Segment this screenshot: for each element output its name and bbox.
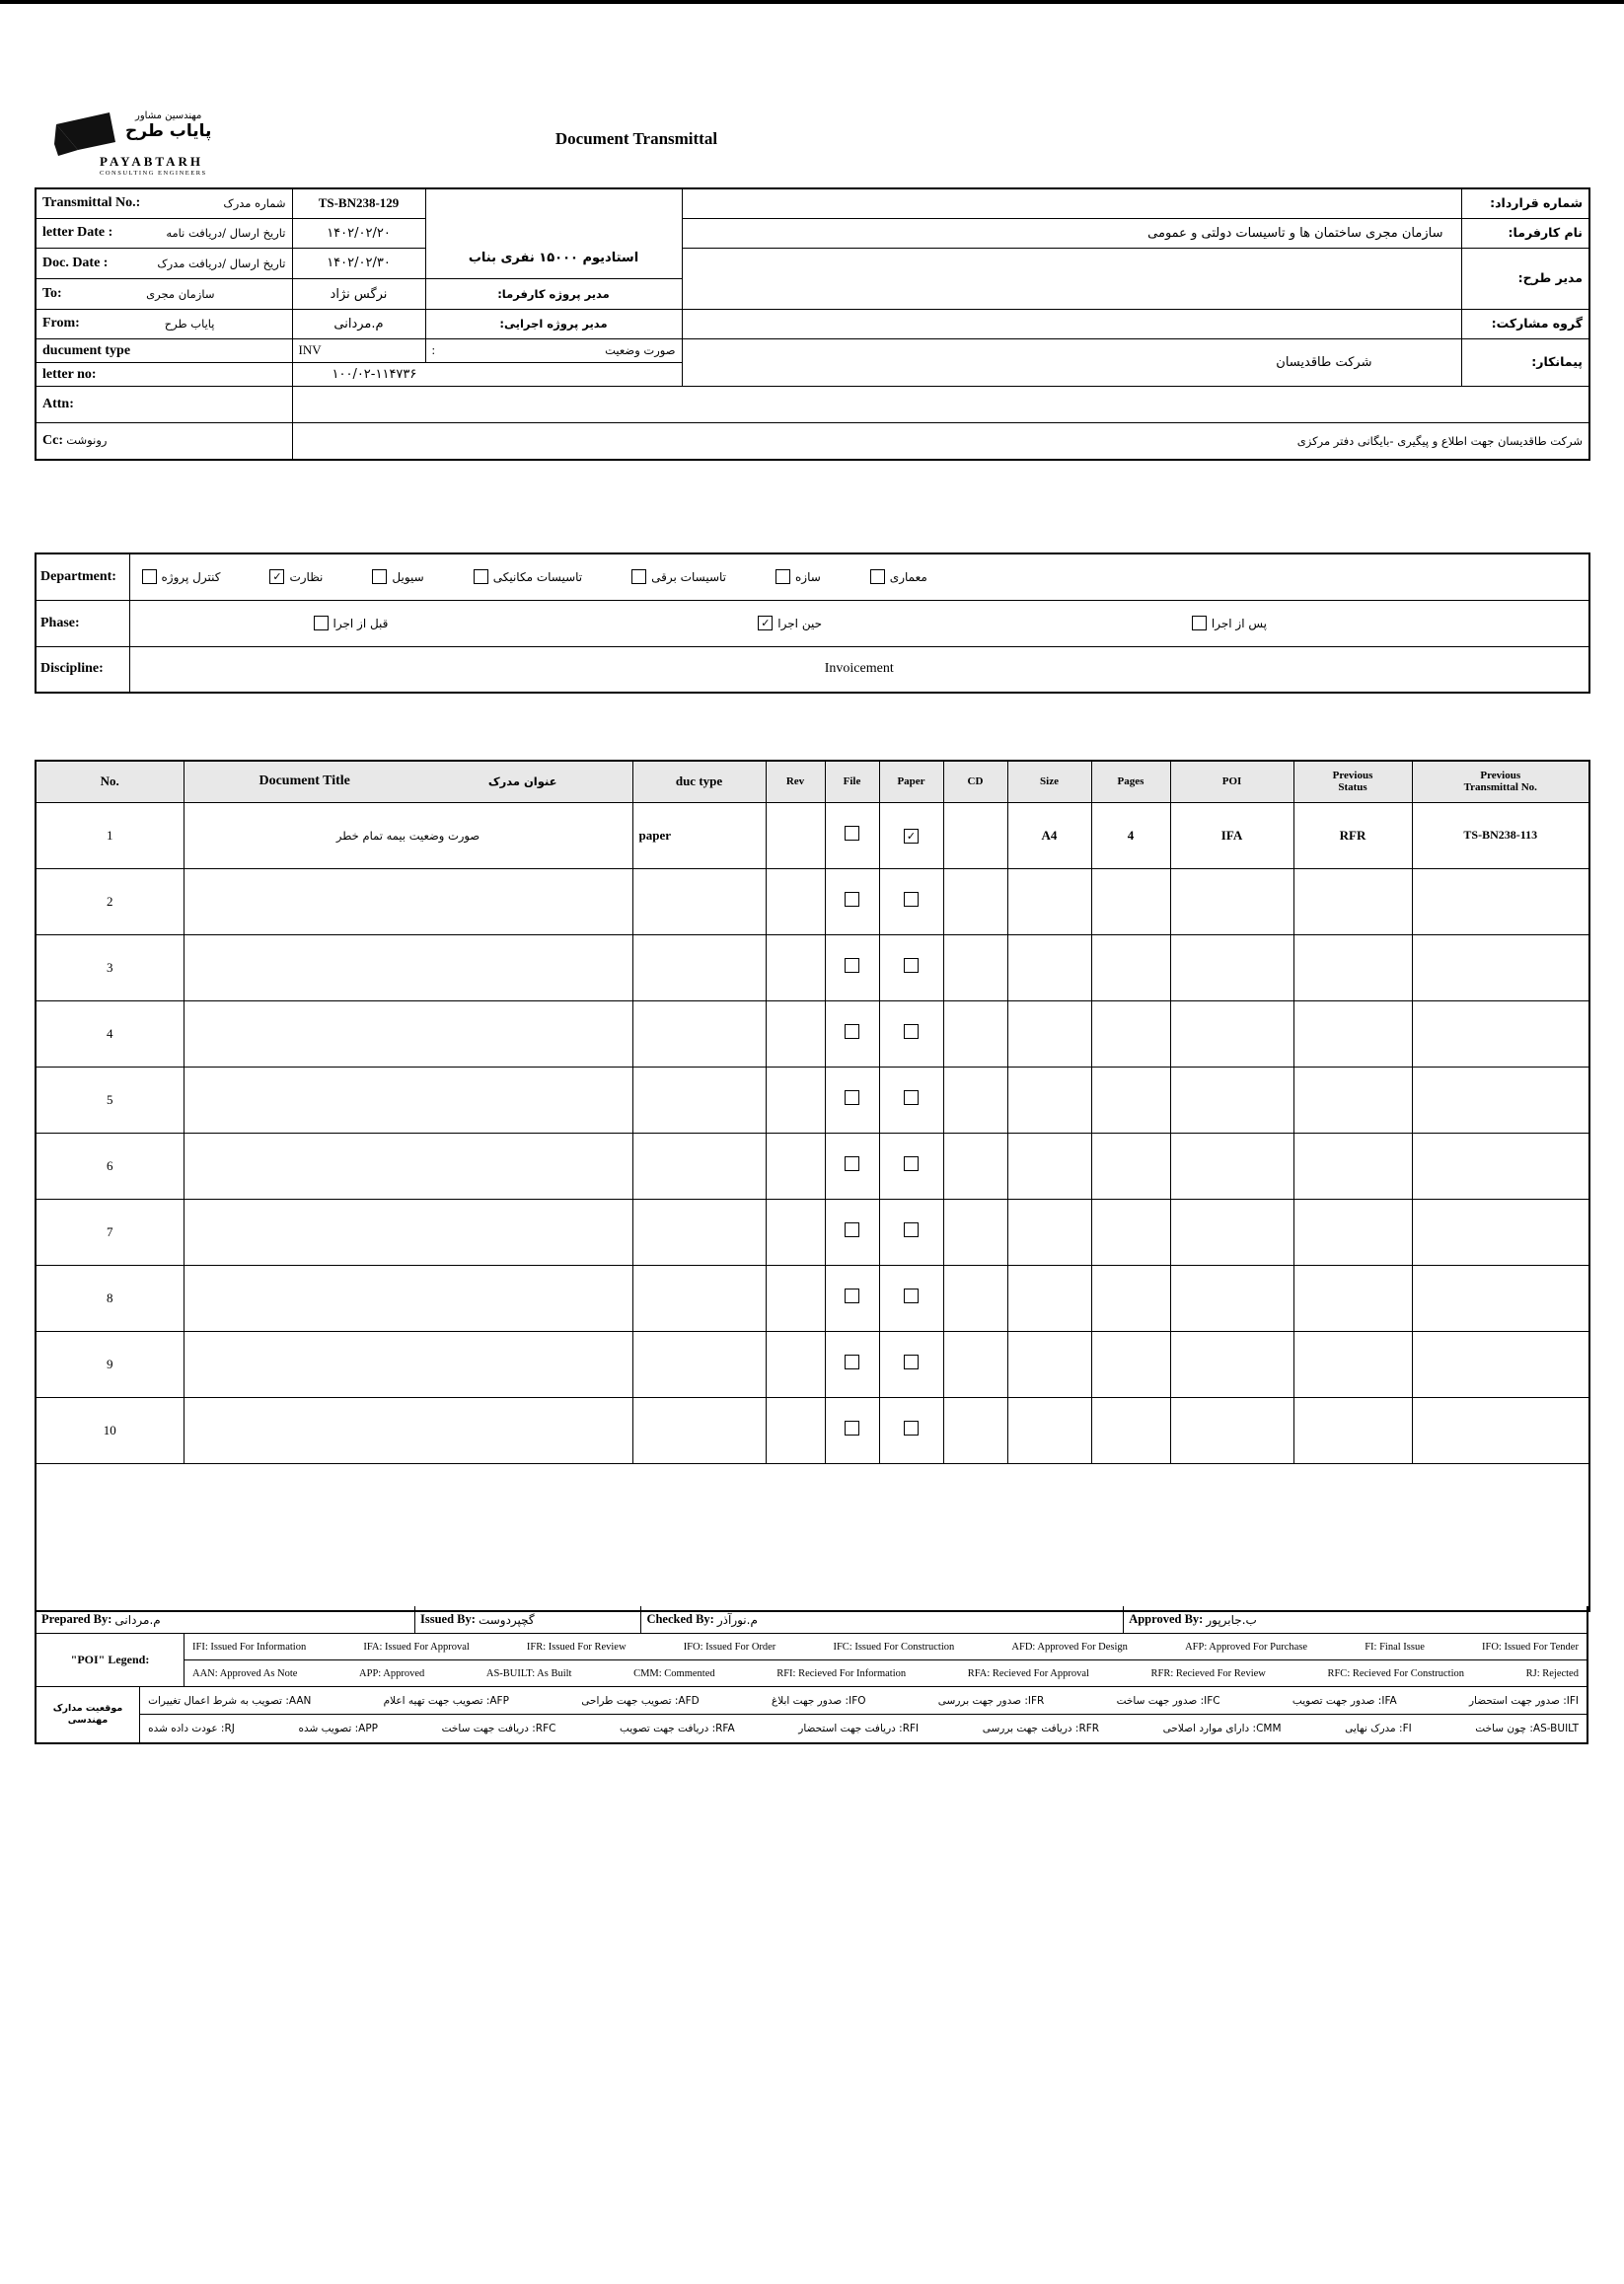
legend-item: RFA: دریافت جهت تصویب bbox=[620, 1723, 735, 1734]
cell-paper bbox=[879, 1133, 943, 1199]
legend-item: RFR: Recieved For Review bbox=[1150, 1667, 1266, 1679]
doc-date-label: Doc. Date : تاریخ ارسال /دریافت مدرک bbox=[36, 248, 292, 278]
cell-size bbox=[1007, 1000, 1091, 1067]
cell-pages bbox=[1091, 1397, 1170, 1463]
cell-file bbox=[825, 1133, 879, 1199]
cell-cd bbox=[943, 1199, 1007, 1265]
cell-poi bbox=[1170, 934, 1293, 1000]
to-label: To: سازمان مجری bbox=[36, 278, 292, 309]
cell-prev-status bbox=[1293, 1199, 1412, 1265]
contract-no-value bbox=[682, 188, 1461, 218]
cell-file bbox=[825, 868, 879, 934]
cell-cd bbox=[943, 1000, 1007, 1067]
cell-pages: 4 bbox=[1091, 802, 1170, 868]
legend-item: RFR: دریافت جهت بررسی bbox=[982, 1723, 1100, 1734]
executive-pm-value: م.مردانی bbox=[292, 309, 425, 338]
paper-checkbox[interactable] bbox=[904, 1289, 919, 1303]
partnership-label: گروه مشارکت: bbox=[1461, 309, 1589, 338]
cell-duc-type bbox=[632, 1000, 766, 1067]
document-type-label: ducument type bbox=[36, 338, 292, 362]
legend-item: RFI: دریافت جهت استحضار bbox=[798, 1723, 920, 1734]
cell-no: 4 bbox=[36, 1000, 184, 1067]
cell-duc-type bbox=[632, 1133, 766, 1199]
fa-legend-label: موقعیت مدارک مهندسی bbox=[37, 1687, 140, 1742]
partnership-value bbox=[682, 309, 1461, 338]
paper-checkbox[interactable] bbox=[904, 1090, 919, 1105]
poi-legend-line-1 bbox=[185, 1634, 1587, 1660]
dept-item-project-control: کنترل پروژه bbox=[142, 569, 221, 584]
cell-size bbox=[1007, 934, 1091, 1000]
cell-rev bbox=[766, 1133, 825, 1199]
cell-paper bbox=[879, 868, 943, 934]
checkbox-electrical-facilities[interactable] bbox=[631, 569, 646, 584]
cell-rev bbox=[766, 1067, 825, 1133]
table-row bbox=[36, 802, 1589, 868]
legend-item: IFO: Issued For Tender bbox=[1482, 1641, 1579, 1653]
cell-poi bbox=[1170, 1133, 1293, 1199]
contract-no-label: شماره قرارداد: bbox=[1461, 188, 1589, 218]
design-manager-label: مدیر طرح: bbox=[1461, 248, 1589, 309]
cell-no: 1 bbox=[36, 802, 184, 868]
cell-poi bbox=[1170, 1199, 1293, 1265]
cell-prev-transmittal bbox=[1412, 1133, 1589, 1199]
legend-item: CMM: دارای موارد اصلاحی bbox=[1162, 1723, 1282, 1734]
checkbox-mechanical-facilities[interactable] bbox=[474, 569, 488, 584]
file-checkbox[interactable] bbox=[845, 1289, 859, 1303]
cell-no: 8 bbox=[36, 1265, 184, 1331]
fa-legend-row bbox=[37, 1687, 1587, 1742]
dept-item-architecture: معماری bbox=[870, 569, 927, 584]
cell-size bbox=[1007, 1265, 1091, 1331]
from-label: From: پایاب طرح bbox=[36, 309, 292, 338]
table-row bbox=[36, 868, 1589, 934]
cell-prev-transmittal: TS-BN238-113 bbox=[1412, 802, 1589, 868]
cell-rev bbox=[766, 868, 825, 934]
legend-item: FI: Final Issue bbox=[1365, 1641, 1425, 1653]
legend-item: RFC: Recieved For Construction bbox=[1327, 1667, 1465, 1679]
cell-pages bbox=[1091, 1133, 1170, 1199]
cell-title bbox=[184, 868, 632, 934]
paper-checkbox[interactable] bbox=[904, 892, 919, 907]
checkbox-civil[interactable] bbox=[372, 569, 387, 584]
phase-item-during: ✓ حین اجرا bbox=[758, 616, 822, 630]
client-pm-value: نرگس نژاد bbox=[292, 278, 425, 309]
cell-poi: IFA bbox=[1170, 802, 1293, 868]
cell-rev bbox=[766, 1331, 825, 1397]
cell-title bbox=[184, 1199, 632, 1265]
client-pm-label: مدیر پروژه کارفرما: bbox=[425, 278, 682, 309]
table-row bbox=[36, 1199, 1589, 1265]
status-report-label: : صورت وضعیت bbox=[425, 338, 682, 362]
cell-duc-type bbox=[632, 1067, 766, 1133]
checkbox-after-execution[interactable] bbox=[1192, 616, 1207, 630]
checkbox-before-execution[interactable] bbox=[314, 616, 329, 630]
legend-item: AFP: Approved For Purchase bbox=[1185, 1641, 1308, 1653]
checkbox-supervision[interactable] bbox=[269, 569, 284, 584]
table-row bbox=[36, 1067, 1589, 1133]
legend-item: FI: مدرک نهایی bbox=[1345, 1723, 1412, 1734]
client-label: نام کارفرما: bbox=[1461, 218, 1589, 248]
cell-file bbox=[825, 802, 879, 868]
phase-item-before: قبل از اجرا bbox=[314, 616, 389, 630]
logo-company-name-fa: پایاب طرح bbox=[125, 121, 212, 141]
cell-rev bbox=[766, 802, 825, 868]
approved-by-cell: Approved By: ب.جابرپور bbox=[1129, 1612, 1257, 1627]
document-type-value: INV bbox=[292, 338, 425, 362]
cell-cd bbox=[943, 1133, 1007, 1199]
legend-item: IFR: Issued For Review bbox=[526, 1641, 627, 1653]
legend-item: CMM: Commented bbox=[633, 1667, 715, 1679]
paper-checkbox[interactable] bbox=[904, 829, 919, 844]
cell-pages bbox=[1091, 1000, 1170, 1067]
cell-file bbox=[825, 1265, 879, 1331]
cell-pages bbox=[1091, 1067, 1170, 1133]
cell-no: 6 bbox=[36, 1133, 184, 1199]
legend-item: APP: Approved bbox=[359, 1667, 425, 1679]
cell-pages bbox=[1091, 934, 1170, 1000]
prepared-by-cell: Prepared By: م.مردانی bbox=[37, 1606, 415, 1633]
cell-no: 3 bbox=[36, 934, 184, 1000]
cell-prev-transmittal bbox=[1412, 868, 1589, 934]
discipline-label: Discipline: bbox=[36, 646, 129, 693]
attn-value bbox=[292, 386, 1589, 422]
cell-cd bbox=[943, 934, 1007, 1000]
cc-label: Cc: رونوشت bbox=[36, 422, 292, 460]
header-table bbox=[35, 187, 1590, 461]
dept-item-electrical: تاسیسات برقی bbox=[631, 569, 726, 584]
logo-mark-icon bbox=[54, 111, 117, 158]
cell-file bbox=[825, 934, 879, 1000]
document-table-header bbox=[36, 761, 1589, 802]
cell-duc-type: paper bbox=[632, 802, 766, 868]
paper-checkbox[interactable] bbox=[904, 1024, 919, 1039]
dept-item-mechanical: تاسیسات مکانیکی bbox=[474, 569, 582, 584]
legend-item: IFI: صدور جهت استحضار bbox=[1468, 1694, 1579, 1707]
cell-paper bbox=[879, 802, 943, 868]
legend-item: IFI: Issued For Information bbox=[192, 1641, 307, 1653]
design-manager-value bbox=[682, 248, 1461, 309]
cell-paper bbox=[879, 1067, 943, 1133]
col-header-duc-type: duc type bbox=[632, 761, 766, 802]
cell-prev-status bbox=[1293, 1067, 1412, 1133]
legend-item: RFC: دریافت جهت ساخت bbox=[441, 1723, 556, 1734]
cell-rev bbox=[766, 1199, 825, 1265]
legend-item: AAN: Approved As Note bbox=[192, 1667, 298, 1679]
legend-item: AAN: تصویب به شرط اعمال تغییرات bbox=[148, 1694, 312, 1707]
col-header-no: No. bbox=[36, 761, 184, 802]
signoff-row bbox=[37, 1606, 1587, 1634]
cell-file bbox=[825, 1199, 879, 1265]
issued-by-cell: Issued By: گچپردوست bbox=[415, 1606, 641, 1633]
cell-file bbox=[825, 1000, 879, 1067]
cell-poi bbox=[1170, 1265, 1293, 1331]
cell-prev-status bbox=[1293, 1265, 1412, 1331]
transmittal-no-label: Transmittal No.: شماره مدرک bbox=[36, 188, 292, 218]
col-header-prev-status: Previous Status bbox=[1293, 761, 1412, 802]
legend-item: IFC: Issued For Construction bbox=[833, 1641, 955, 1653]
legend-item: IFO: صدور جهت ابلاغ bbox=[771, 1694, 866, 1707]
cell-size bbox=[1007, 1133, 1091, 1199]
cell-prev-transmittal bbox=[1412, 1397, 1589, 1463]
cell-title bbox=[184, 1397, 632, 1463]
cell-file bbox=[825, 1331, 879, 1397]
legend-item: AFP: تصویب جهت تهیه اعلام bbox=[383, 1694, 509, 1707]
cell-paper bbox=[879, 1199, 943, 1265]
table-row bbox=[36, 934, 1589, 1000]
cell-duc-type bbox=[632, 1199, 766, 1265]
cell-paper bbox=[879, 1000, 943, 1067]
cell-poi bbox=[1170, 1397, 1293, 1463]
doc-date-value: ۱۴۰۲/۰۲/۳۰ bbox=[292, 248, 425, 278]
cell-prev-status bbox=[1293, 1000, 1412, 1067]
phase-options bbox=[129, 600, 1589, 646]
cell-paper bbox=[879, 1331, 943, 1397]
cell-size: A4 bbox=[1007, 802, 1091, 868]
legend-item: IFC: صدور جهت ساخت bbox=[1116, 1694, 1220, 1707]
cell-no: 5 bbox=[36, 1067, 184, 1133]
poi-legend-label: "POI" Legend: bbox=[37, 1634, 185, 1687]
logo-company-name-en: PAYABTARH bbox=[100, 154, 204, 169]
col-header-size: Size bbox=[1007, 761, 1091, 802]
dept-item-supervision: ✓ نظارت bbox=[269, 569, 323, 584]
legend-item: AS-BUILT: چون ساخت bbox=[1475, 1723, 1579, 1734]
table-row bbox=[36, 1331, 1589, 1397]
poi-legend-row bbox=[37, 1634, 1587, 1687]
department-options bbox=[129, 553, 1589, 600]
legend-item: IFR: صدور جهت بررسی bbox=[937, 1694, 1045, 1707]
contractor-label: پیمانکار: bbox=[1461, 338, 1589, 386]
file-checkbox[interactable] bbox=[845, 958, 859, 973]
transmittal-no-value: TS-BN238-129 bbox=[292, 188, 425, 218]
cell-duc-type bbox=[632, 1331, 766, 1397]
checkbox-during-execution[interactable] bbox=[758, 616, 773, 630]
contractor-value: شرکت طاقدیسان bbox=[682, 338, 1461, 386]
legend-item: RJ: Rejected bbox=[1525, 1667, 1579, 1679]
legend-item: IFO: Issued For Order bbox=[683, 1641, 776, 1653]
file-checkbox[interactable] bbox=[845, 1421, 859, 1436]
cell-paper bbox=[879, 934, 943, 1000]
page-top-edge bbox=[0, 0, 1624, 4]
cell-prev-transmittal bbox=[1412, 1199, 1589, 1265]
logo-consultant-text: مهندسین مشاور bbox=[134, 111, 202, 121]
cell-title bbox=[184, 1067, 632, 1133]
paper-checkbox[interactable] bbox=[904, 1222, 919, 1237]
cell-rev bbox=[766, 1397, 825, 1463]
file-checkbox[interactable] bbox=[845, 1024, 859, 1039]
cell-poi bbox=[1170, 1331, 1293, 1397]
department-label: Department: bbox=[36, 553, 129, 600]
cell-prev-status bbox=[1293, 868, 1412, 934]
cell-prev-status bbox=[1293, 1397, 1412, 1463]
cell-rev bbox=[766, 934, 825, 1000]
letter-no-label: letter no: bbox=[36, 362, 292, 386]
cell-prev-transmittal bbox=[1412, 934, 1589, 1000]
phase-label: Phase: bbox=[36, 600, 129, 646]
cell-size bbox=[1007, 1067, 1091, 1133]
dept-item-structure: سازه bbox=[775, 569, 821, 584]
cell-pages bbox=[1091, 1199, 1170, 1265]
col-header-poi: POI bbox=[1170, 761, 1293, 802]
checked-by-cell: Checked By: م.نورآذر bbox=[641, 1606, 1124, 1633]
file-checkbox[interactable] bbox=[845, 1222, 859, 1237]
legend-item: RFI: Recieved For Information bbox=[776, 1667, 907, 1679]
checkbox-structure[interactable] bbox=[775, 569, 790, 584]
cell-title bbox=[184, 1000, 632, 1067]
cell-prev-status bbox=[1293, 1133, 1412, 1199]
cell-title bbox=[184, 1331, 632, 1397]
cell-duc-type bbox=[632, 1265, 766, 1331]
project-name: استادیوم ۱۵۰۰۰ نفری بناب bbox=[425, 188, 682, 278]
paper-checkbox[interactable] bbox=[904, 1156, 919, 1171]
cell-file bbox=[825, 1067, 879, 1133]
cell-cd bbox=[943, 1067, 1007, 1133]
discipline-value: Invoicement bbox=[129, 646, 1589, 693]
footer-section bbox=[35, 1606, 1588, 1744]
cell-rev bbox=[766, 1265, 825, 1331]
logo-tagline: CONSULTING ENGINEERS bbox=[100, 170, 207, 177]
cell-prev-transmittal bbox=[1412, 1265, 1589, 1331]
cell-no: 10 bbox=[36, 1397, 184, 1463]
letter-date-label: letter Date : تاریخ ارسال /دریافت نامه bbox=[36, 218, 292, 248]
legend-item: AFD: تصویب جهت طراحی bbox=[581, 1694, 700, 1707]
cell-prev-transmittal bbox=[1412, 1331, 1589, 1397]
cell-pages bbox=[1091, 1265, 1170, 1331]
checkbox-architecture[interactable] bbox=[870, 569, 885, 584]
company-logo bbox=[54, 111, 261, 177]
col-header-pages: Pages bbox=[1091, 761, 1170, 802]
col-header-paper: Paper bbox=[879, 761, 943, 802]
paper-checkbox[interactable] bbox=[904, 1421, 919, 1436]
legend-item: APP: تصویب شده bbox=[298, 1723, 379, 1734]
cell-duc-type bbox=[632, 868, 766, 934]
col-header-prev-transmittal: Previous Transmittal No. bbox=[1412, 761, 1589, 802]
cell-size bbox=[1007, 1199, 1091, 1265]
legend-item: AS-BUILT: As Built bbox=[485, 1667, 572, 1679]
col-header-cd: CD bbox=[943, 761, 1007, 802]
cell-size bbox=[1007, 1331, 1091, 1397]
cell-pages bbox=[1091, 1331, 1170, 1397]
cell-poi bbox=[1170, 1067, 1293, 1133]
poi-legend-line-2 bbox=[185, 1660, 1587, 1687]
letter-no-value: ۱۰۰/۰۲-۱۱۴۷۳۶ bbox=[292, 362, 682, 386]
letter-date-value: ۱۴۰۲/۰۲/۲۰ bbox=[292, 218, 425, 248]
cell-poi bbox=[1170, 868, 1293, 934]
executive-pm-label: مدیر پروژه اجرایی: bbox=[425, 309, 682, 338]
cell-prev-transmittal bbox=[1412, 1067, 1589, 1133]
cell-duc-type bbox=[632, 1397, 766, 1463]
cell-prev-status bbox=[1293, 934, 1412, 1000]
table-row bbox=[36, 1265, 1589, 1331]
cell-size bbox=[1007, 1397, 1091, 1463]
legend-item: RFA: Recieved For Approval bbox=[967, 1667, 1089, 1679]
cell-prev-status bbox=[1293, 1331, 1412, 1397]
cell-cd bbox=[943, 802, 1007, 868]
legend-item: IFA: صدور جهت تصویب bbox=[1292, 1694, 1397, 1707]
table-row bbox=[36, 1133, 1589, 1199]
cell-poi bbox=[1170, 1000, 1293, 1067]
table-row bbox=[36, 1000, 1589, 1067]
table-empty-area bbox=[36, 1463, 1589, 1611]
cell-cd bbox=[943, 1397, 1007, 1463]
legend-item: IFA: Issued For Approval bbox=[363, 1641, 470, 1653]
classification-table bbox=[35, 553, 1590, 694]
cell-file bbox=[825, 1397, 879, 1463]
cell-title bbox=[184, 934, 632, 1000]
dept-item-civil: سیویل bbox=[372, 569, 423, 584]
legend-item: AFD: Approved For Design bbox=[1011, 1641, 1128, 1653]
cell-size bbox=[1007, 868, 1091, 934]
file-checkbox[interactable] bbox=[845, 1156, 859, 1171]
cell-no: 9 bbox=[36, 1331, 184, 1397]
client-value: سازمان مجری ساختمان ها و تاسیسات دولتی و عمومی bbox=[682, 218, 1461, 248]
file-checkbox[interactable] bbox=[845, 892, 859, 907]
fa-legend-line-1 bbox=[140, 1687, 1587, 1715]
cell-paper bbox=[879, 1265, 943, 1331]
phase-item-after: پس از اجرا bbox=[1192, 616, 1267, 630]
cell-duc-type bbox=[632, 934, 766, 1000]
checkbox-project-control[interactable] bbox=[142, 569, 157, 584]
file-checkbox[interactable] bbox=[845, 826, 859, 841]
col-header-rev: Rev bbox=[766, 761, 825, 802]
cell-cd bbox=[943, 1331, 1007, 1397]
paper-checkbox[interactable] bbox=[904, 1355, 919, 1369]
file-checkbox[interactable] bbox=[845, 1355, 859, 1369]
cell-no: 2 bbox=[36, 868, 184, 934]
table-row bbox=[36, 1397, 1589, 1463]
cell-no: 7 bbox=[36, 1199, 184, 1265]
cell-title bbox=[184, 1265, 632, 1331]
cell-cd bbox=[943, 1265, 1007, 1331]
col-header-title: Document Title عنوان مدرک bbox=[184, 761, 632, 802]
cell-paper bbox=[879, 1397, 943, 1463]
page-title: Document Transmittal bbox=[554, 129, 718, 148]
cell-cd bbox=[943, 868, 1007, 934]
cell-rev bbox=[766, 1000, 825, 1067]
fa-legend-line-2 bbox=[140, 1715, 1587, 1742]
cell-prev-transmittal bbox=[1412, 1000, 1589, 1067]
cc-value: شرکت طاقدیسان جهت اطلاع و پیگیری -بایگانی دفتر مرکزی bbox=[292, 422, 1589, 460]
cell-prev-status: RFR bbox=[1293, 802, 1412, 868]
cell-title: صورت وضعیت بیمه تمام خطر bbox=[184, 802, 632, 868]
cell-pages bbox=[1091, 868, 1170, 934]
attn-label: Attn: bbox=[36, 386, 292, 422]
col-header-file: File bbox=[825, 761, 879, 802]
legend-item: RJ: عودت داده شده bbox=[148, 1723, 235, 1734]
document-table bbox=[35, 760, 1590, 1612]
paper-checkbox[interactable] bbox=[904, 958, 919, 973]
cell-title bbox=[184, 1133, 632, 1199]
file-checkbox[interactable] bbox=[845, 1090, 859, 1105]
